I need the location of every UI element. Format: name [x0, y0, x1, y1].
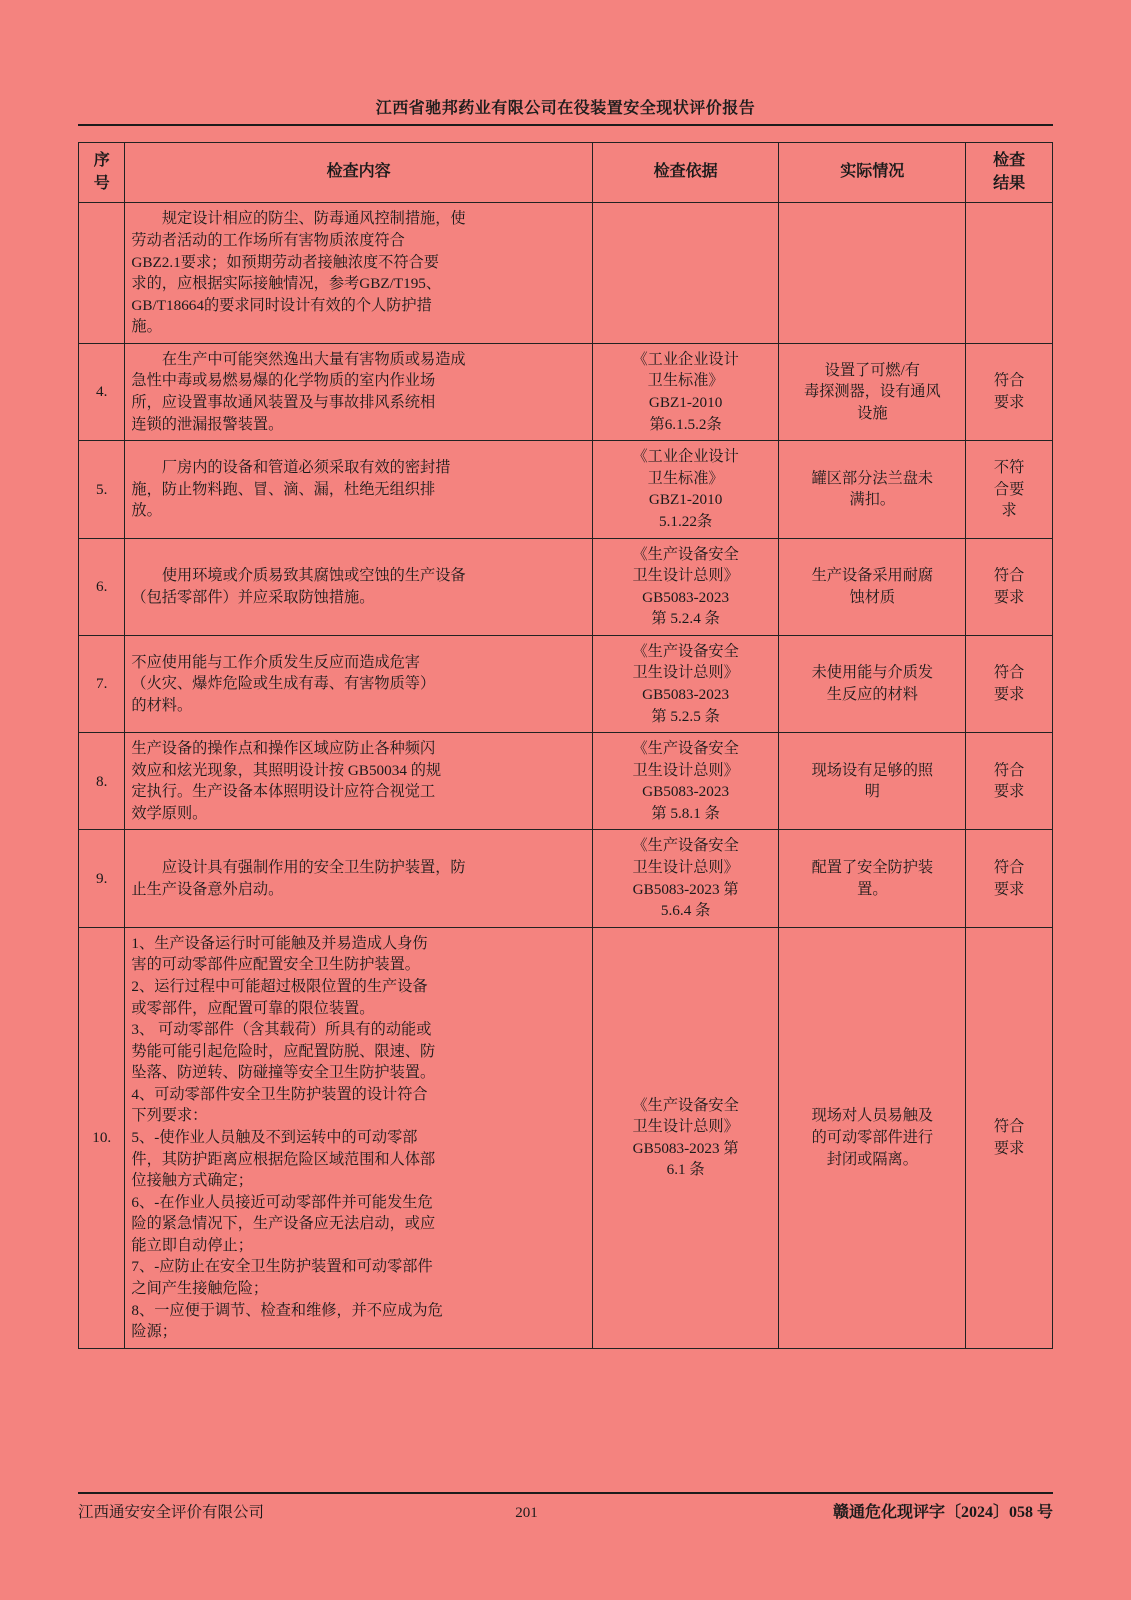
- basis-line: GB5083-2023 第: [632, 880, 739, 898]
- result-line: 要求: [993, 783, 1025, 801]
- result-line: 不符: [993, 459, 1025, 476]
- content-line: 不应使用能与工作介质发生反应而造成危害: [131, 653, 420, 671]
- result-line: 符合: [993, 664, 1025, 682]
- content-line: 止生产设备意外启动。: [131, 880, 284, 898]
- basis-line: 《生产设备安全: [632, 642, 739, 660]
- basis-line: 卫生设计总则》: [632, 1118, 739, 1136]
- result-line: 合要: [993, 480, 1025, 498]
- page-footer: [78, 1492, 1053, 1522]
- cell-content: [125, 441, 592, 538]
- inspection-table: [78, 142, 1053, 1349]
- content-line: 放。: [131, 502, 162, 520]
- basis-line: 《生产设备安全: [632, 740, 739, 758]
- cell-result: [966, 733, 1053, 830]
- cell-no: 4.: [79, 343, 125, 440]
- content-line: 在生产中可能突然逸出大量有害物质或易造成: [161, 350, 466, 368]
- footer-company: 江西通安安全评价有限公司: [78, 1504, 265, 1521]
- content-line: 或零部件，应配置可靠的限位装置。: [131, 999, 375, 1017]
- basis-line: GB5083-2023: [642, 686, 730, 703]
- footer-divider: [78, 1492, 1053, 1494]
- basis-line: 第 5.2.4 条: [651, 610, 720, 628]
- cell-basis: [592, 830, 779, 927]
- actual-line: 的可动零部件进行: [811, 1128, 934, 1146]
- content-line: 定执行。生产设备本体照明设计应符合视觉工: [131, 783, 436, 801]
- content-line: 生产设备的操作点和操作区域应防止各种频闪: [131, 740, 436, 758]
- actual-line: 蚀材质: [849, 588, 896, 606]
- basis-line: 卫生设计总则》: [632, 761, 739, 779]
- actual-line: 现场设有足够的照: [811, 761, 934, 779]
- table-row: [79, 203, 1053, 343]
- actual-line: 生反应的材料: [826, 686, 918, 703]
- page-header-title: 江西省驰邦药业有限公司在役装置安全现状评价报告: [375, 100, 756, 117]
- actual-line: 满扣。: [849, 491, 896, 509]
- cell-no: 10.: [79, 927, 125, 1348]
- column-header-no-line1: 序: [93, 152, 110, 169]
- cell-basis: [592, 927, 779, 1348]
- basis-line: 第 5.8.1 条: [651, 804, 720, 822]
- footer-doc-code: 赣通危化现评字〔2024〕058 号: [832, 1504, 1053, 1521]
- cell-basis: [592, 203, 779, 343]
- basis-line: 卫生设计总则》: [632, 567, 739, 585]
- actual-line: 设施: [857, 404, 888, 422]
- content-line: 效学原则。: [131, 804, 208, 822]
- cell-no: 8.: [79, 733, 125, 830]
- table-row: [79, 343, 1053, 440]
- cell-no: [79, 203, 125, 343]
- result-line: 要求: [993, 686, 1025, 703]
- basis-line: GBZ1-2010: [648, 491, 723, 509]
- basis-line: 5.6.4 条: [660, 902, 711, 920]
- content-line: 急性中毒或易燃易爆的化学物质的室内作业场: [131, 372, 436, 390]
- column-header-actual: 实际情况: [779, 143, 966, 203]
- result-line: 符合: [993, 859, 1025, 877]
- content-line: 连锁的泄漏报警装置。: [131, 415, 284, 433]
- table-row: [79, 635, 1053, 732]
- actual-line: 罐区部分法兰盘未: [811, 469, 934, 487]
- basis-line: 《生产设备安全: [632, 1096, 739, 1114]
- cell-actual: [779, 927, 966, 1348]
- basis-line: GB5083-2023: [642, 783, 730, 801]
- content-line: 件，其防护距离应根据危险区域范围和人体部: [131, 1150, 436, 1168]
- content-line: 2、运行过程中可能超过极限位置的生产设备: [131, 977, 428, 995]
- content-line: 7、-应防止在安全卫生防护装置和可动零部件: [131, 1258, 433, 1276]
- cell-result: [966, 635, 1053, 732]
- column-header-result: [966, 143, 1053, 203]
- column-header-basis: 检查依据: [592, 143, 779, 203]
- content-line: 坠落、防逆转、防碰撞等安全卫生防护装置。: [131, 1064, 436, 1082]
- cell-actual: [779, 343, 966, 440]
- content-line: 施。: [131, 318, 162, 336]
- result-line: 符合: [993, 567, 1025, 585]
- basis-line: 《生产设备安全: [632, 545, 739, 563]
- basis-line: 《工业企业设计: [632, 448, 739, 466]
- cell-content: [125, 538, 592, 635]
- cell-actual: [779, 203, 966, 343]
- content-line: GB/T18664的要求同时设计有效的个人防护措: [131, 296, 432, 314]
- basis-line: 《生产设备安全: [632, 837, 739, 855]
- content-line: 使用环境或介质易致其腐蚀或空蚀的生产设备: [161, 567, 466, 585]
- basis-line: 卫生设计总则》: [632, 859, 739, 877]
- cell-no: 5.: [79, 441, 125, 538]
- content-line: 所，应设置事故通风装置及与事故排风系统相: [131, 394, 436, 412]
- content-line: 3、 可动零部件（含其载荷）所具有的动能或: [131, 1021, 432, 1039]
- content-line: 劳动者活动的工作场所有害物质浓度符合: [131, 232, 405, 250]
- basis-line: 《工业企业设计: [632, 350, 739, 368]
- content-line: 4、可动零部件安全卫生防护装置的设计符合: [131, 1085, 428, 1103]
- content-line: 厂房内的设备和管道必须采取有效的密封措: [161, 459, 451, 476]
- basis-line: 第 5.2.5 条: [651, 707, 720, 725]
- basis-line: GBZ1-2010: [648, 394, 723, 412]
- content-line: 规定设计相应的防尘、防毒通风控制措施，使: [161, 210, 466, 228]
- content-line: GBZ2.1要求；如预期劳动者接触浓度不符合要: [131, 253, 439, 271]
- page-number: 201: [515, 1505, 538, 1521]
- table-header-row: [79, 143, 1053, 203]
- cell-actual: [779, 538, 966, 635]
- content-line: 效应和炫光现象，其照明设计按 GB50034 的规: [131, 761, 442, 779]
- column-header-content: 检查内容: [125, 143, 592, 203]
- result-line: 符合: [993, 761, 1025, 779]
- header-divider: [78, 124, 1053, 126]
- table-body: [79, 203, 1053, 1348]
- basis-line: GB5083-2023 第: [632, 1139, 739, 1157]
- basis-line: 6.1 条: [666, 1161, 705, 1179]
- content-line: 8、一应便于调节、检查和维修，并不应成为危: [131, 1301, 443, 1319]
- cell-result: [966, 203, 1053, 343]
- actual-line: 设置了可燃/有: [824, 361, 920, 379]
- content-line: 之间产生接触危险；: [131, 1280, 269, 1298]
- actual-line: 配置了安全防护装: [811, 859, 934, 877]
- content-line: （包括零部件）并应采取防蚀措施。: [131, 588, 375, 606]
- actual-line: 封闭或隔离。: [826, 1150, 918, 1168]
- content-line: 求的，应根据实际接触情况，参考GBZ/T195、: [131, 275, 442, 293]
- cell-result: [966, 343, 1053, 440]
- result-line: 要求: [993, 880, 1025, 898]
- column-header-no-line2: 号: [93, 174, 110, 192]
- result-line: 符合: [993, 372, 1025, 390]
- actual-line: 置。: [857, 880, 888, 898]
- basis-line: 卫生设计总则》: [632, 664, 739, 682]
- basis-line: 第6.1.5.2条: [649, 415, 722, 433]
- table-row: [79, 927, 1053, 1348]
- result-line: 要求: [993, 1139, 1025, 1157]
- content-line: 能立即自动停止；: [131, 1236, 253, 1254]
- cell-content: [125, 927, 592, 1348]
- cell-actual: [779, 441, 966, 538]
- cell-result: [966, 830, 1053, 927]
- table-row: [79, 538, 1053, 635]
- cell-content: [125, 830, 592, 927]
- cell-actual: [779, 830, 966, 927]
- result-line: 求: [1001, 502, 1017, 520]
- cell-no: 7.: [79, 635, 125, 732]
- content-line: 1、生产设备运行时可能触及并易造成人身伤: [131, 934, 428, 952]
- cell-basis: [592, 635, 779, 732]
- content-line: 险的紧急情况下，生产设备应无法启动，或应: [131, 1215, 436, 1233]
- table-row: [79, 441, 1053, 538]
- content-line: 险源；: [131, 1323, 177, 1341]
- basis-line: 卫生标准》: [647, 372, 724, 390]
- actual-line: 未使用能与介质发: [811, 664, 934, 682]
- result-line: 符合: [993, 1118, 1025, 1136]
- cell-result: [966, 927, 1053, 1348]
- table-row: [79, 733, 1053, 830]
- cell-no: 6.: [79, 538, 125, 635]
- cell-content: [125, 343, 592, 440]
- actual-line: 现场对人员易触及: [811, 1107, 934, 1125]
- content-line: 应设计具有强制作用的安全卫生防护装置，防: [161, 859, 466, 877]
- cell-actual: [779, 635, 966, 732]
- content-line: 位接触方式确定；: [131, 1172, 253, 1190]
- table-row: [79, 830, 1053, 927]
- content-line: 施，防止物料跑、冒、滴、漏，杜绝无组织排: [131, 480, 436, 498]
- content-line: 势能可能引起危险时，应配置防脱、限速、防: [131, 1042, 436, 1060]
- cell-basis: [592, 733, 779, 830]
- basis-line: GB5083-2023: [642, 588, 730, 606]
- content-line: 下列要求：: [131, 1107, 208, 1125]
- cell-result: [966, 538, 1053, 635]
- content-line: 5、-使作业人员触及不到运转中的可动零部: [131, 1128, 418, 1146]
- actual-line: 生产设备采用耐腐: [811, 567, 934, 585]
- cell-actual: [779, 733, 966, 830]
- basis-line: 5.1.22条: [659, 512, 713, 530]
- cell-basis: [592, 343, 779, 440]
- actual-line: 毒探测器，设有通风: [803, 383, 941, 401]
- content-line: （火灾、爆炸危险或生成有毒、有害物质等）: [131, 675, 436, 693]
- cell-content: [125, 635, 592, 732]
- cell-content: [125, 203, 592, 343]
- cell-basis: [592, 441, 779, 538]
- cell-content: [125, 733, 592, 830]
- basis-line: 卫生标准》: [647, 469, 724, 487]
- result-line: 要求: [993, 394, 1025, 412]
- cell-basis: [592, 538, 779, 635]
- column-header-result-line2: 结果: [993, 174, 1026, 192]
- result-line: 要求: [993, 588, 1025, 606]
- content-line: 的材料。: [131, 696, 193, 714]
- content-line: 害的可动零部件应配置安全卫生防护装置。: [131, 956, 420, 974]
- actual-line: 明: [864, 783, 880, 801]
- column-header-result-line1: 检查: [993, 152, 1026, 169]
- column-header-no: [79, 143, 125, 203]
- cell-no: 9.: [79, 830, 125, 927]
- cell-result: [966, 441, 1053, 538]
- content-line: 6、-在作业人员接近可动零部件并可能发生危: [131, 1193, 433, 1211]
